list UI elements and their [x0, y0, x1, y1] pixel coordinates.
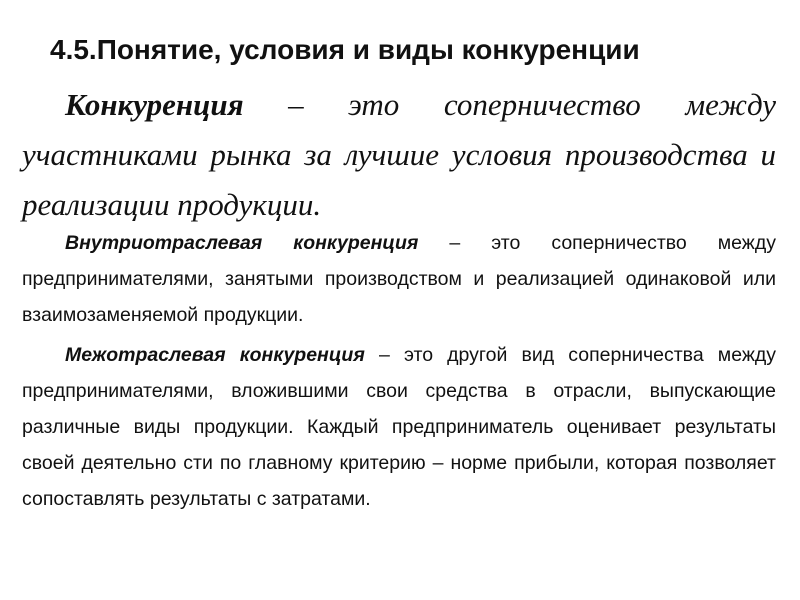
inter-industry-definition-text: – это другой вид соперничества между предпринимателями, вложившими свои средства в отрасли, выпускающие различные виды продукции. Каждый предприниматель оценивает результаты своей деятельно сти по главному критерию – норме прибыли, которая позволяет сопоставлять результаты с затратами. [22, 344, 777, 510]
slide-title: 4.5.Понятие, условия и виды конкуренции [50, 34, 640, 65]
inter-industry-term: Межотраслевая конкуренция [65, 344, 365, 366]
competition-term: Конкуренция [65, 87, 244, 122]
competition-definition-paragraph [22, 80, 776, 230]
intra-industry-competition-paragraph [22, 225, 776, 333]
inter-industry-competition-paragraph [22, 337, 776, 517]
competition-definition-text: – это соперничество между участниками рынка за лучшие условия производства и реализации продукции. [22, 87, 776, 222]
intra-industry-term: Внутриотраслевая конкуренция [65, 232, 419, 254]
intra-industry-definition-text: – это соперничество между предпринимателями, занятыми производством и реализацией одинаковой или взаимозаменяемой продукции. [22, 232, 776, 326]
